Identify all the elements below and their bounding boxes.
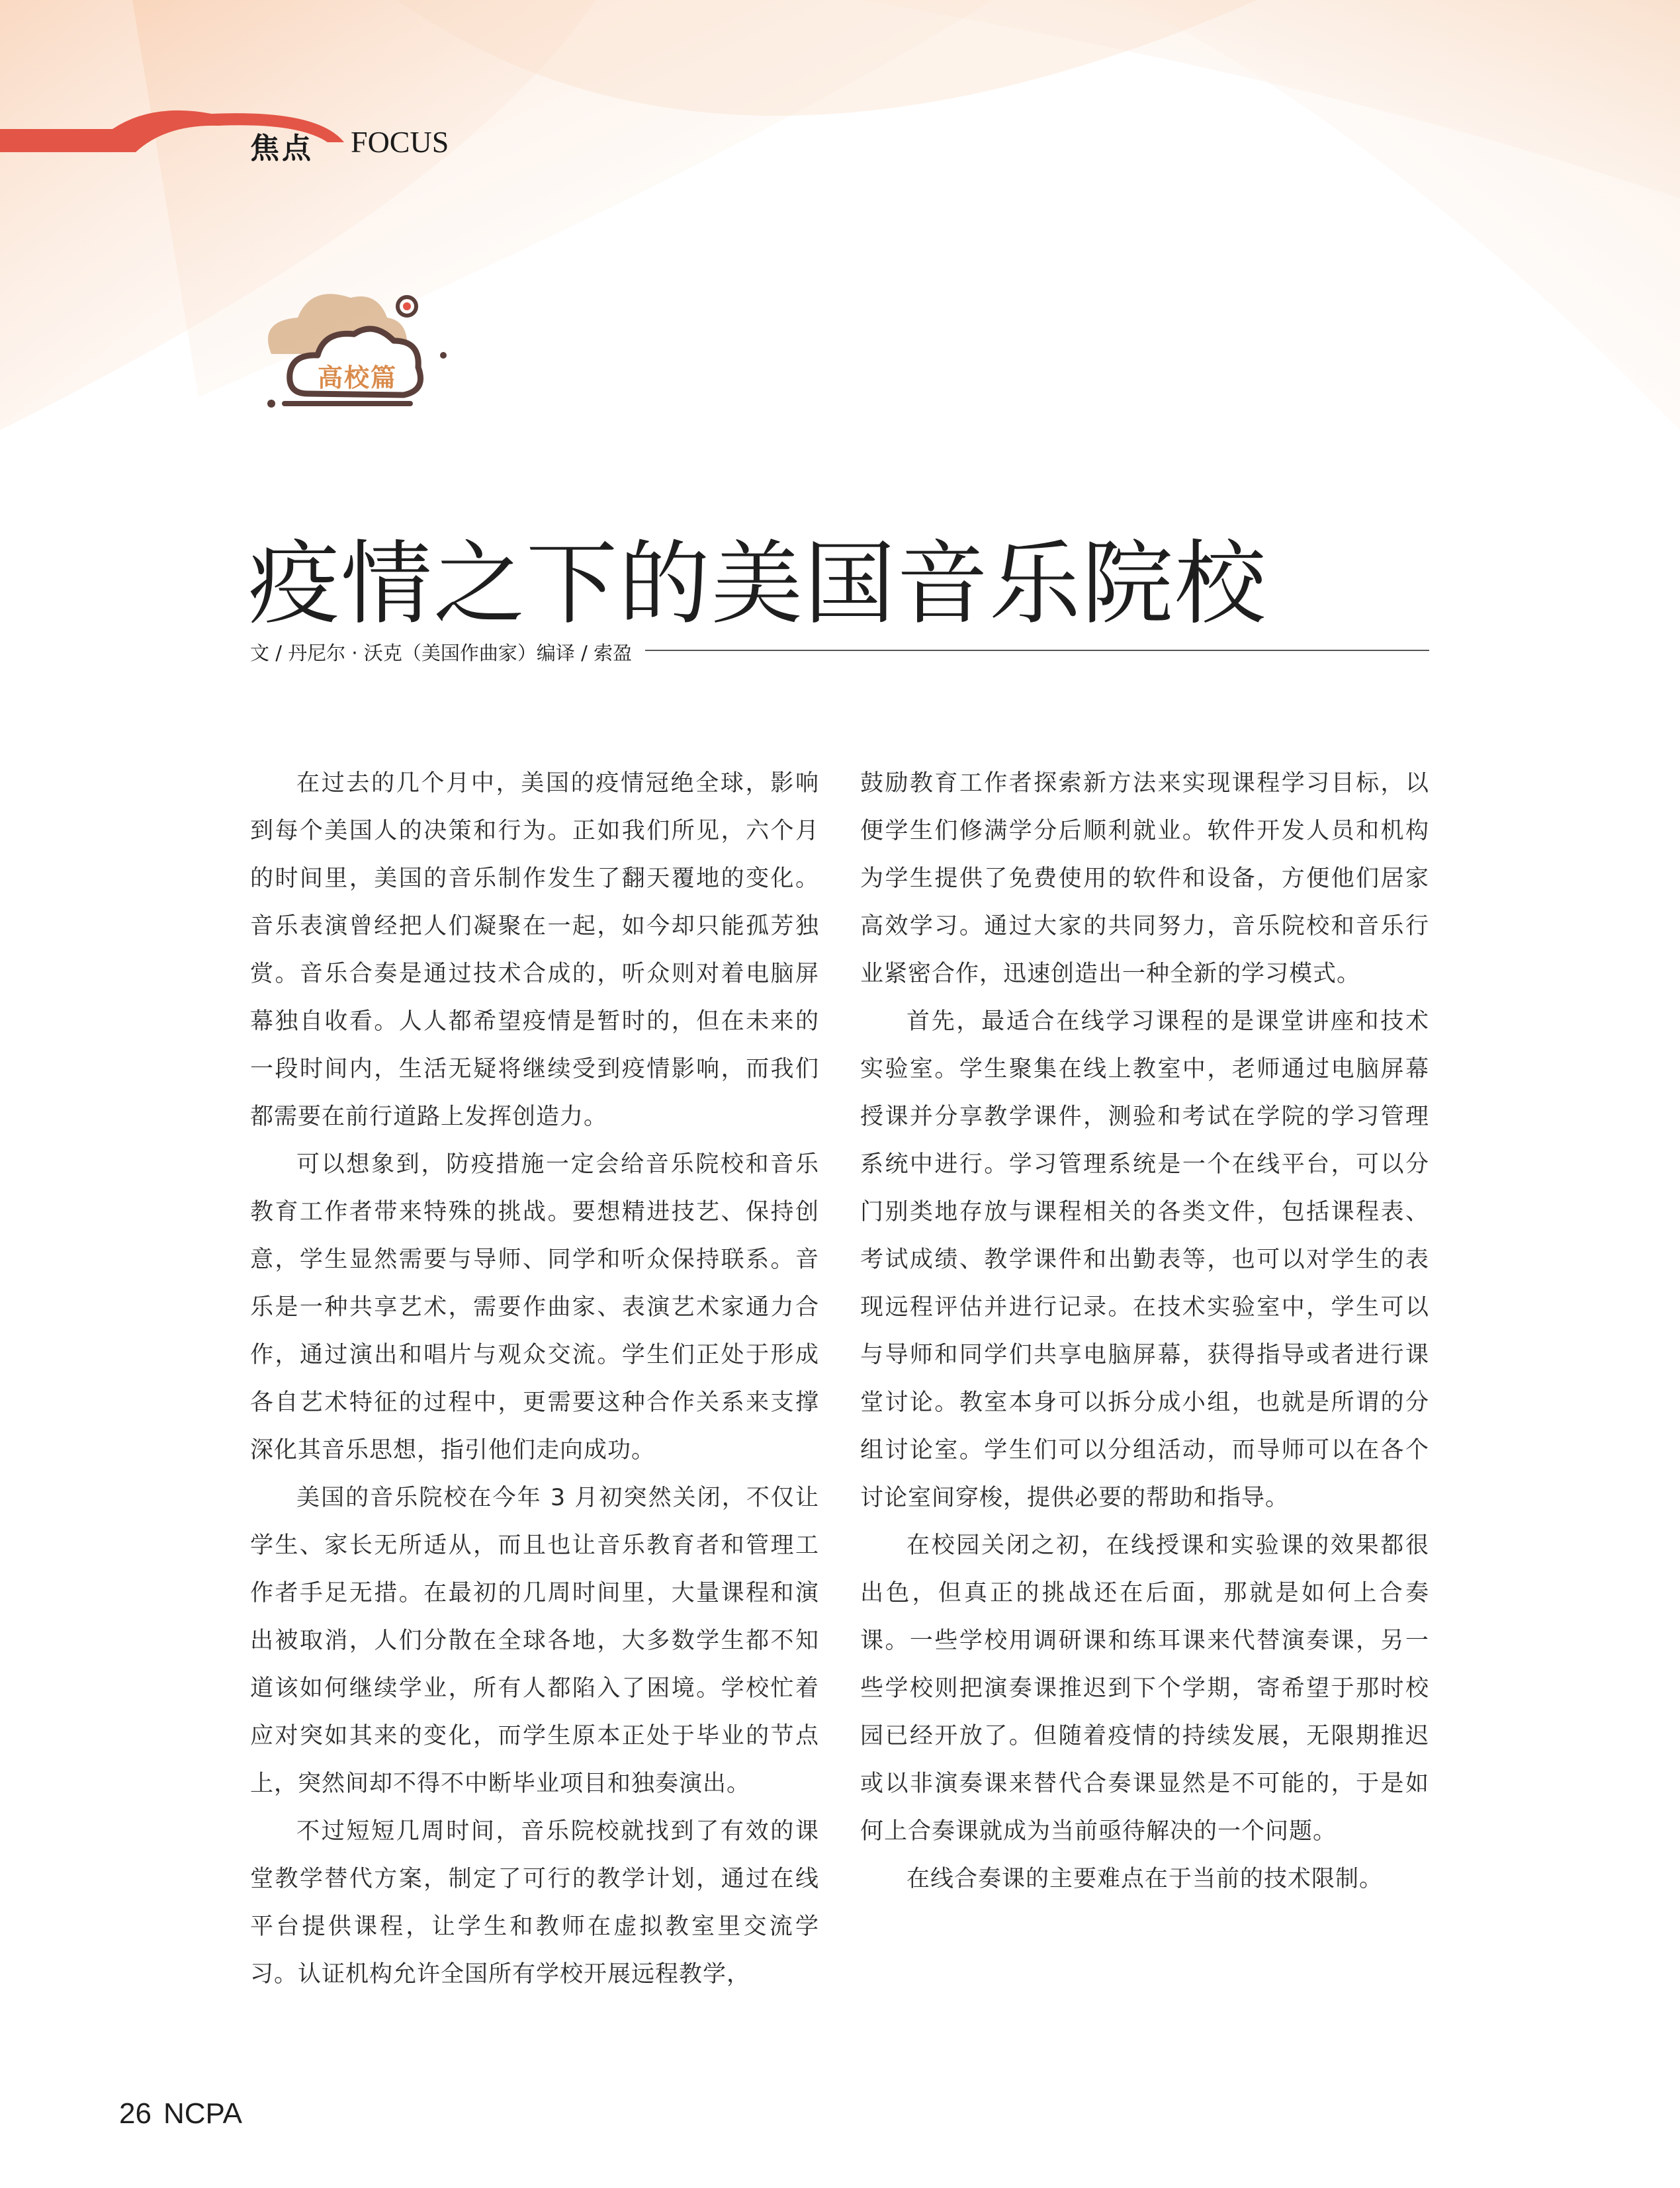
byline-divider [645,650,1429,651]
body-paragraph: 可以想象到，防疫措施一定会给音乐院校和音乐教育工作者带来特殊的挑战。要想精进技艺、保持创意，学生显然需要与导师、同学和听众保持联系。音乐是一种共享艺术，需要作曲家、表演艺术家通力合作，通过演出和唱片与观众交流。学生们正处于形成各自艺术特征的过程中，更需要这种合作关系来支撑深化其音乐思想，指引他们走向成功。 [250,1151,819,1464]
page-number: 26 [119,2097,152,2130]
body-paragraph: 鼓励教育工作者探索新方法来实现课程学习目标，以便学生们修满学分后顺利就业。软件开发人员和机构为学生提供了免费使用的软件和设备，方便他们居家高效学习。通过大家的共同努力，音乐院校和音乐行业紧密合作，迅速创造出一种全新的学习模式。 [860,770,1429,987]
section-label-cn: 焦点 [250,132,314,165]
byline: 文 / 丹尼尔 · 沃克（美国作曲家）编译 / 索盈 [250,642,633,664]
body-paragraph: 美国的音乐院校在今年 3 月初突然关闭，不仅让学生、家长无所适从，而且也让音乐教育者和管理工作者手足无措。在最初的几周时间里，大量课程和演出被取消，人们分散在全球各地，大多数学生都不知道该如何继续学业，所有人都陷入了困境。学校忙着应对突如其来的变化，而学生原本正处于毕业的节点上，突然间却不得不中断毕业项目和独奏演出。 [250,1485,819,1797]
cloud-badge-icon [245,281,457,420]
section-label-en: FOCUS [351,125,449,159]
body-paragraph: 不过短短几周时间，音乐院校就找到了有效的课堂教学替代方案，制定了可行的教学计划，通过在线平台提供课程，让学生和教师在虚拟教室里交流学习。认证机构允许全国所有学校开展远程教学， [250,1818,819,1988]
badge-label: 高校篇 [317,363,397,392]
body-paragraph: 首先，最适合在线学习课程的是课堂讲座和技术实验室。学生聚集在线上教室中，老师通过电脑屏幕授课并分享教学课件，测验和考试在学院的学习管理系统中进行。学习管理系统是一个在线平台，可以分门别类地存放与课程相关的各类文件，包括课程表、考试成绩、教学课件和出勤表等，也可以对学生的表现远程评估并进行记录。在技术实验室中，学生可以与导师和同学们共享电脑屏幕，获得指导或者进行课堂讨论。教室本身可以拆分成小组，也就是所谓的分组讨论室。学生们可以分组活动，而导师可以在各个讨论室间穿梭，提供必要的帮助和指导。 [860,1008,1429,1511]
publication-name: NCPA [163,2097,242,2130]
body-column-left [250,760,819,1998]
body-column-right [860,760,1429,1903]
body-paragraph: 在过去的几个月中，美国的疫情冠绝全球，影响到每个美国人的决策和行为。正如我们所见，六个月的时间里，美国的音乐制作发生了翻天覆地的变化。音乐表演曾经把人们凝聚在一起，如今却只能孤芳独赏。音乐合奏是通过技术合成的，听众则对着电脑屏幕独自收看。人人都希望疫情是暂时的，但在未来的一段时间内，生活无疑将继续受到疫情影响，而我们都需要在前行道路上发挥创造力。 [250,770,819,1130]
article-title: 疫情之下的美国音乐院校 [248,531,1268,638]
body-paragraph: 在线合奏课的主要难点在于当前的技术限制。 [906,1866,1384,1892]
page-footer [119,2097,254,2130]
body-paragraph: 在校园关闭之初，在线授课和实验课的效果都很出色，但真正的挑战还在后面，那就是如何上合奏课。一些学校用调研课和练耳课来代替演奏课，另一些学校则把演奏课推迟到下个学期，寄希望于那时校园已经开放了。但随着疫情的持续发展，无限期推迟或以非演奏课来替代合奏课显然是不可能的，于是如何上合奏课就成为当前亟待解决的一个问题。 [860,1532,1429,1845]
